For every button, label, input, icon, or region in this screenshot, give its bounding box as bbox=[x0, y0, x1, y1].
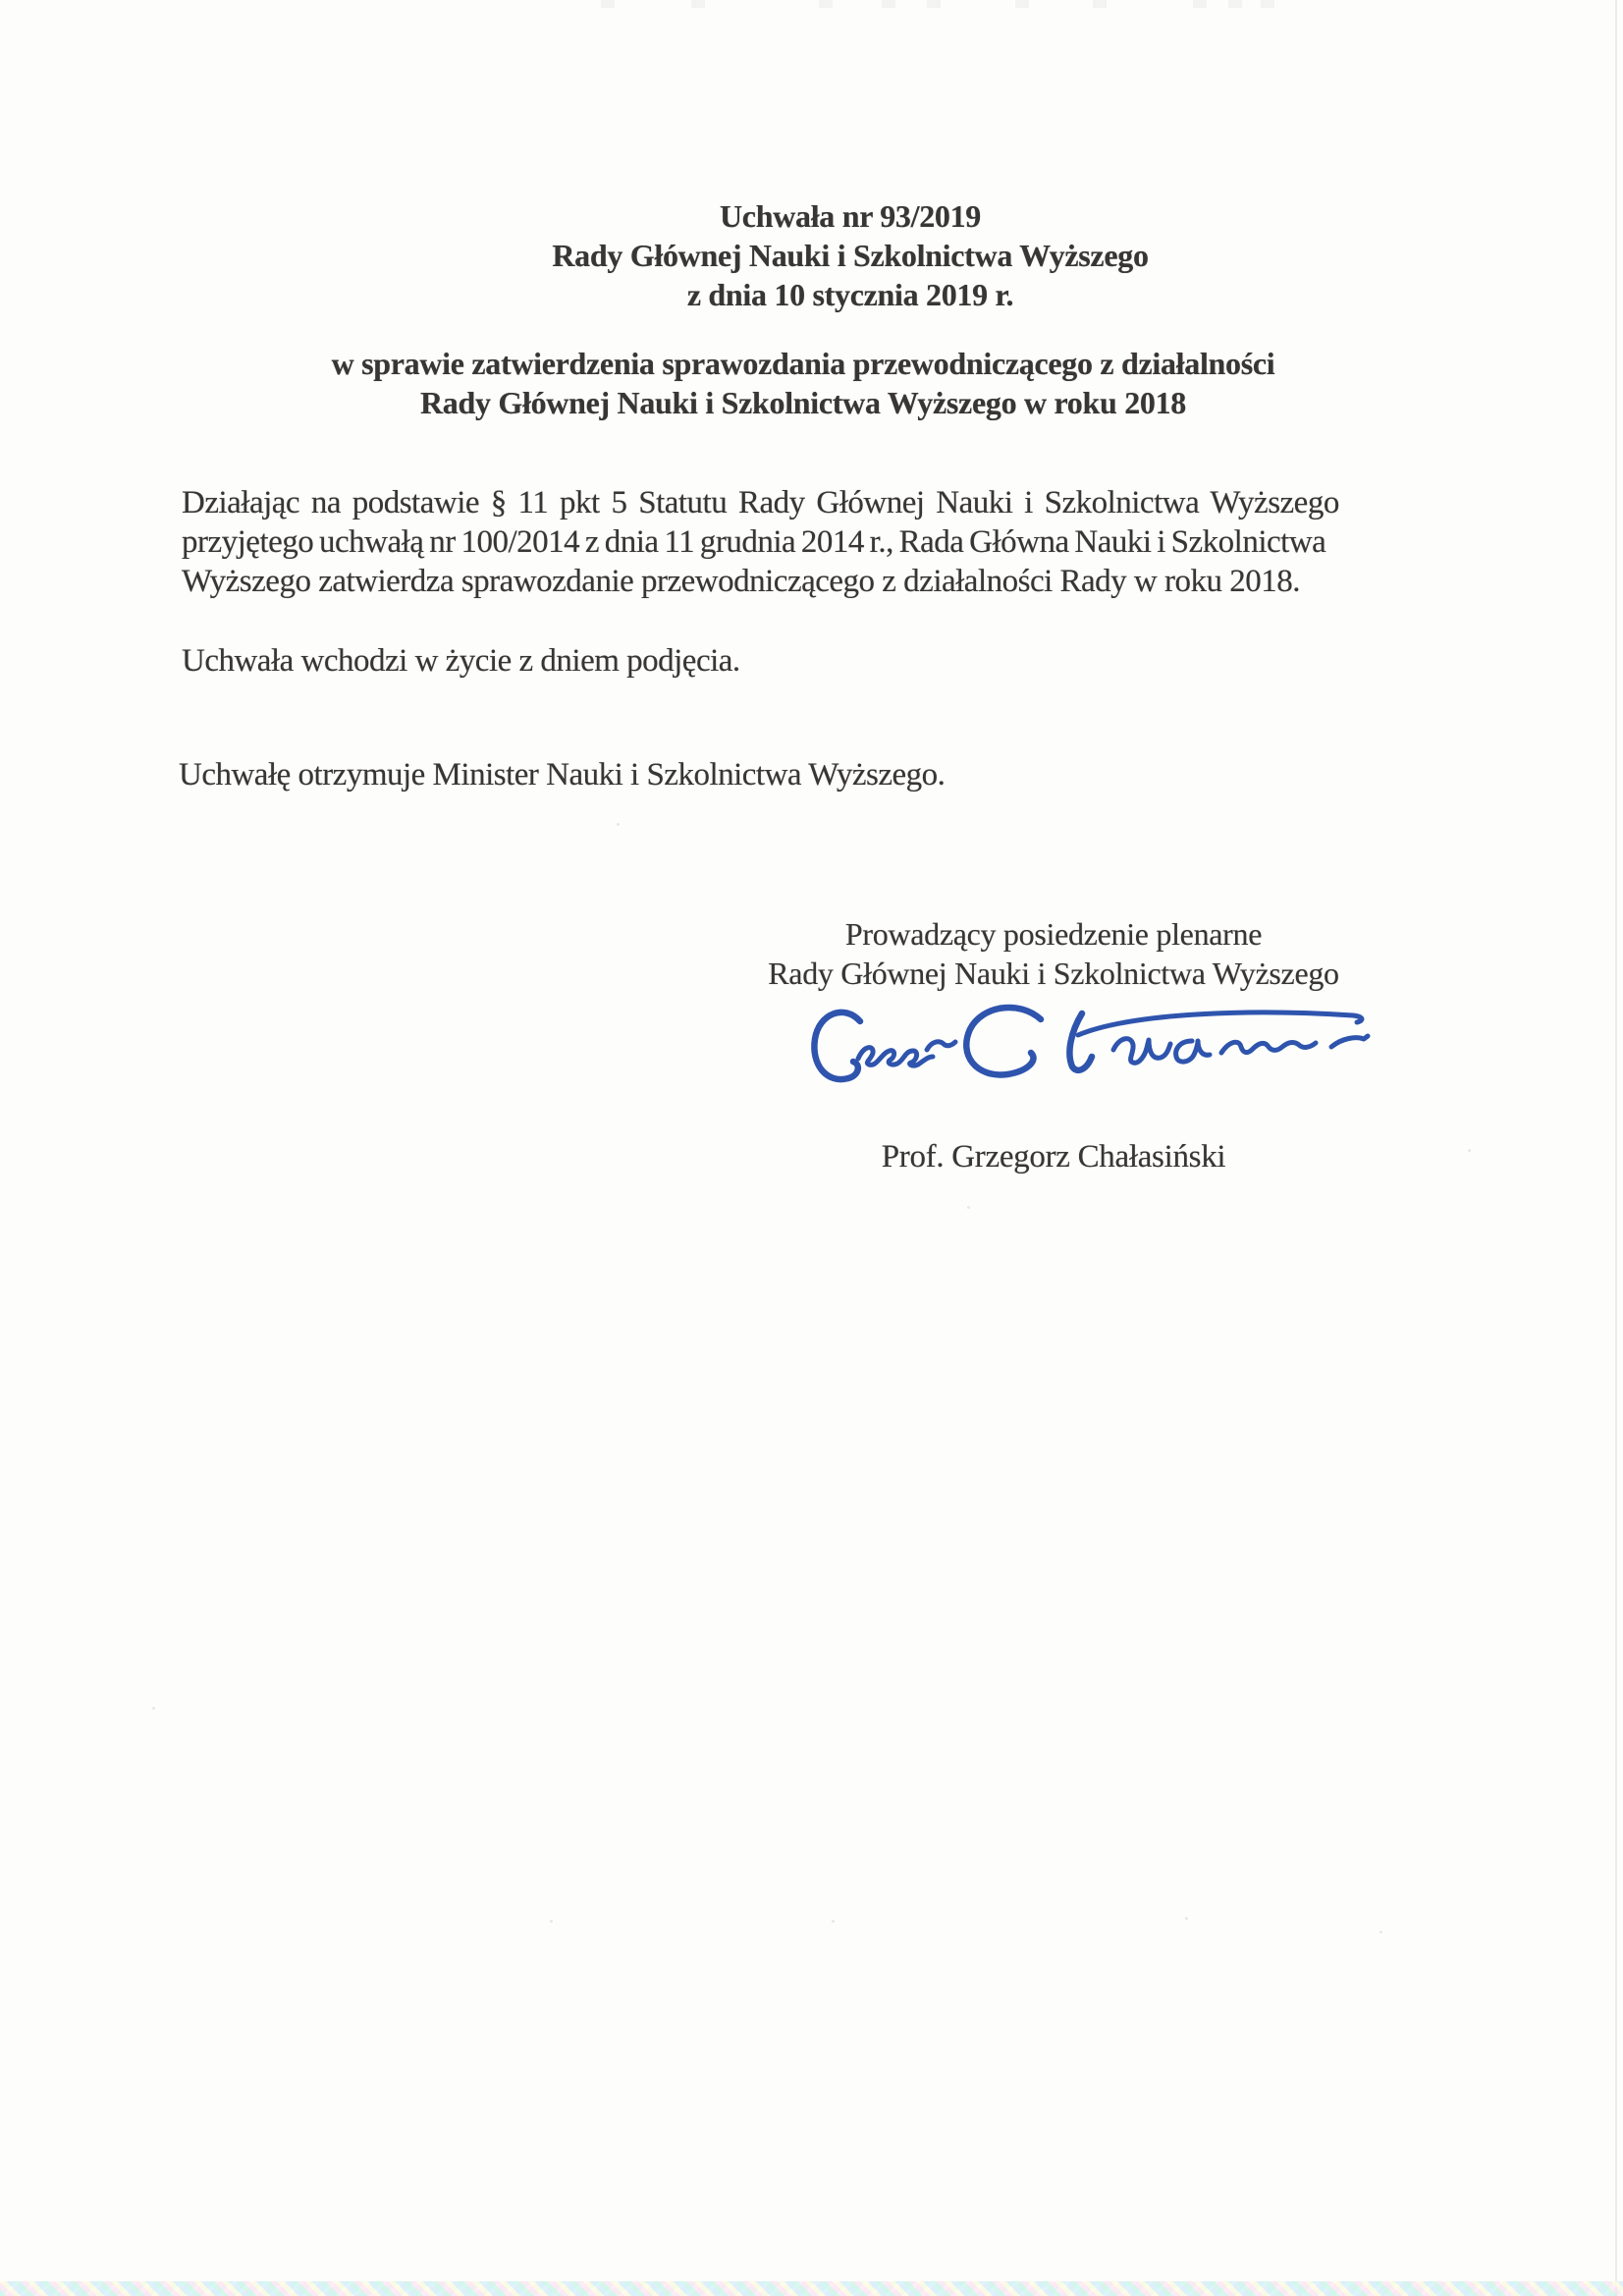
scan-speck bbox=[1185, 1917, 1188, 1920]
body-paragraph bbox=[182, 483, 1448, 601]
signature-role-line-1: Prowadzący posiedzenie plenarne bbox=[844, 916, 1263, 952]
resolution-number: Uchwała nr 93/2019 bbox=[719, 198, 982, 234]
scan-speck bbox=[1380, 1931, 1382, 1934]
signer-name: Prof. Grzegorz Chałasiński bbox=[881, 1139, 1226, 1175]
body-line-1: Działając na podstawie § 11 pkt 5 Statutu Rady Głównej Nauki i Szkolnictwa Wyższego bbox=[182, 485, 1339, 520]
signature-role-line-2: Rady Głównej Nauki i Szkolnictwa Wyższego bbox=[768, 956, 1339, 991]
scan-artifact bbox=[1193, 0, 1207, 8]
council-name: Rady Głównej Nauki i Szkolnictwa Wyższego bbox=[552, 238, 1149, 273]
subject-line-2: Rady Głównej Nauki i Szkolnictwa Wyższego w roku 2018 bbox=[419, 385, 1186, 420]
scan-artifact bbox=[1015, 0, 1029, 8]
subject-line-1: w sprawie zatwierdzenia sprawozdania przewodniczącego z działalności bbox=[331, 346, 1275, 381]
title-block bbox=[261, 196, 1439, 314]
distribution-clause: Uchwałę otrzymuje Minister Nauki i Szkolnictwa Wyższego. bbox=[179, 757, 946, 793]
signature-role-block bbox=[749, 914, 1358, 993]
signature-ink-strokes bbox=[801, 994, 1382, 1114]
scan-artifact bbox=[927, 0, 941, 8]
right-edge-scan-line bbox=[1615, 0, 1617, 2296]
subject-block bbox=[8, 344, 1598, 422]
scan-speck bbox=[550, 1920, 553, 1923]
body-line-3: Wyższego zatwierdza sprawozdanie przewodniczącego z działalności Rady w roku 2018. bbox=[182, 564, 1301, 599]
scan-speck bbox=[617, 823, 620, 826]
scan-speck bbox=[1468, 1149, 1471, 1152]
scan-artifact bbox=[1228, 0, 1242, 8]
body-line-2: przyjętego uchwałą nr 100/2014 z dnia 11 grudnia 2014 r., Rada Główna Nauki i Szkolnictwa bbox=[182, 524, 1326, 560]
handwritten-signature bbox=[801, 994, 1382, 1114]
scan-artifact bbox=[882, 0, 895, 8]
scan-artifact bbox=[819, 0, 833, 8]
scan-speck bbox=[967, 1206, 970, 1209]
resolution-date: z dnia 10 stycznia 2019 r. bbox=[686, 277, 1014, 312]
scan-artifact bbox=[691, 0, 705, 8]
scan-artifact bbox=[601, 0, 615, 8]
scan-speck bbox=[832, 1920, 835, 1923]
bottom-scan-pattern bbox=[0, 2281, 1623, 2296]
scan-artifact bbox=[1093, 0, 1107, 8]
scan-artifact bbox=[1261, 0, 1274, 8]
scan-speck bbox=[152, 1707, 155, 1710]
effective-clause: Uchwała wchodzi w życie z dniem podjęcia. bbox=[182, 643, 740, 679]
